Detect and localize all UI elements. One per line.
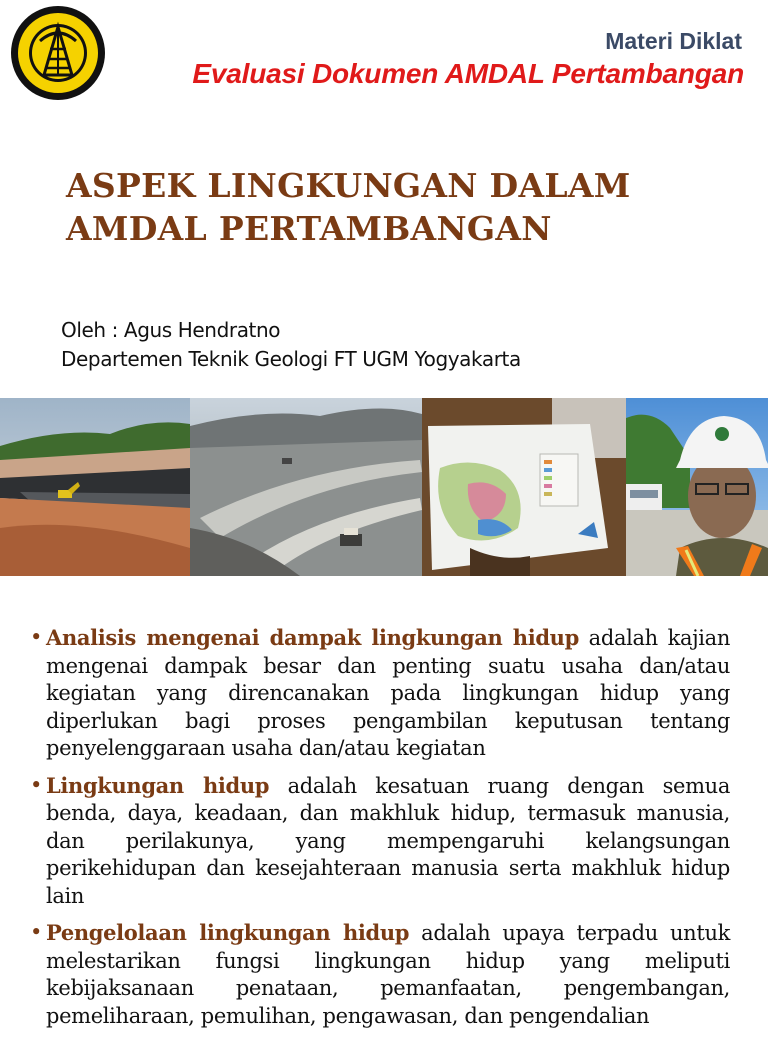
- author-block: [61, 316, 521, 374]
- definitions-list: [30, 624, 730, 1039]
- bullet-text: adalah kesatuan ruang dengan semua benda, daya, keadaan, dan makhluk hidup, termasuk manusia, dan perilakunya, yang mempengaruhi kelangsungan perikehidupan dan kesejahteraan manusia serta makhluk hidup lain: [46, 773, 730, 908]
- bullet-term: Analisis mengenai dampak lingkungan hidup: [46, 625, 579, 650]
- bullet-dot-icon: •: [30, 772, 43, 797]
- bullet-dot-icon: •: [30, 920, 43, 944]
- mine-worker-photo: [626, 398, 768, 576]
- bullet-text: adalah upaya terpadu untuk melestarikan fungsi lingkungan hidup yang meliputi kebijaksanaan penataan, pemanfaatan, pengembangan, pemeliharaan, pemulihan, pengawasan, dan pengendalian: [46, 921, 730, 1028]
- esdm-logo: [10, 5, 106, 101]
- page-title: [66, 164, 746, 250]
- bullet-text: adalah kajian mengenai dampak besar dan penting suatu usaha dan/atau kegiatan yang direncanakan pada lingkungan hidup yang diperlukan bagi proses pengambilan keputusan tentang penyelenggaraan usaha dan/atau kegiatan: [46, 626, 731, 760]
- course-subtitle: Evaluasi Dokumen AMDAL Pertambangan: [192, 58, 744, 89]
- bullet-term: Lingkungan hidup: [46, 772, 270, 798]
- list-item: [30, 919, 730, 1030]
- materi-diklat-label: Materi Diklat: [605, 28, 742, 54]
- list-item: [30, 624, 730, 763]
- author-affiliation: Departemen Teknik Geologi FT UGM Yogyakarta: [61, 347, 521, 371]
- bullet-dot-icon: •: [30, 625, 43, 649]
- mine-site-map-photo: [422, 398, 626, 576]
- mine-haul-road-photo: [190, 398, 422, 576]
- title-line-2: AMDAL PERTAMBANGAN: [66, 209, 552, 248]
- list-item: [30, 772, 730, 911]
- title-line-1: ASPEK LINGKUNGAN DALAM: [66, 166, 631, 205]
- open-pit-mine-photo: [0, 398, 190, 576]
- photo-strip: [0, 398, 768, 576]
- bullet-term: Pengelolaan lingkungan hidup: [46, 920, 410, 945]
- author-name: Oleh : Agus Hendratno: [61, 318, 281, 342]
